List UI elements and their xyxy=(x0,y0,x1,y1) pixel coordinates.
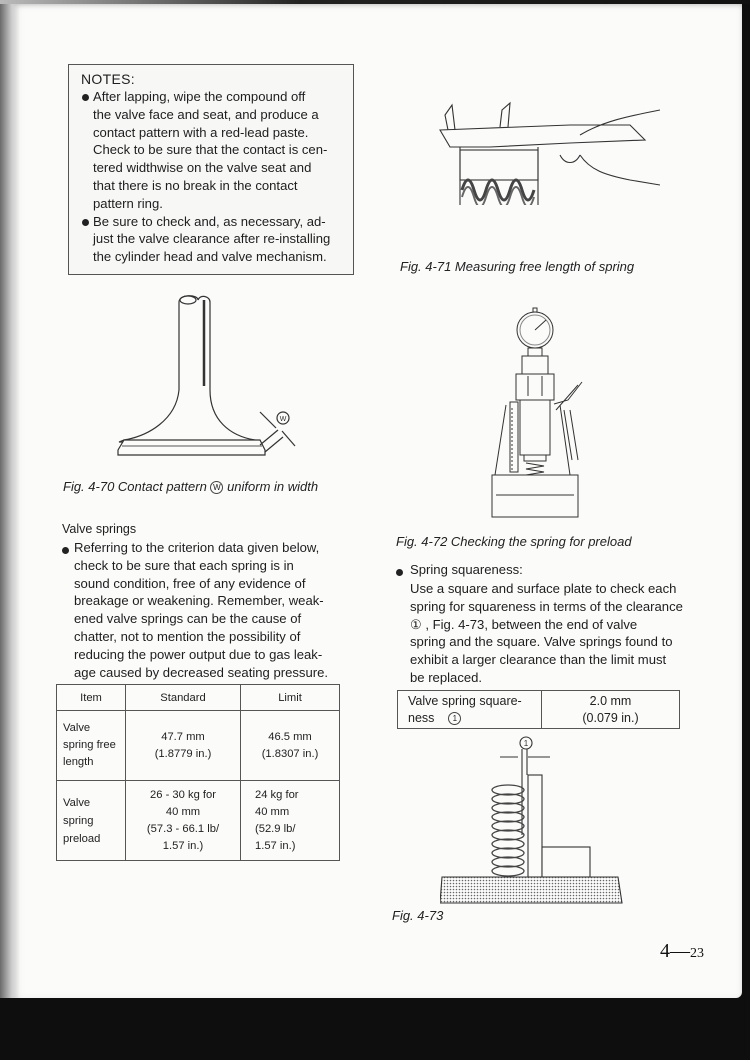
paragraph-line: chatter, not to mention the possibility of xyxy=(74,628,301,644)
note-item-2 xyxy=(81,213,343,266)
w-marker-icon: W xyxy=(210,481,223,494)
table-row xyxy=(57,781,340,861)
valve-contact-pattern-illustration xyxy=(100,290,340,470)
fig-4-72-caption: Fig. 4-72 Checking the spring for preload xyxy=(396,534,632,549)
binding-shadow xyxy=(0,0,20,998)
table-header-row xyxy=(57,685,340,711)
fig-4-71-caption: Fig. 4-71 Measuring free length of spring xyxy=(400,259,635,274)
paragraph-line: age caused by decreased seating pressure. xyxy=(74,664,329,680)
table-row xyxy=(57,711,340,781)
cell-line: spring free xyxy=(63,739,116,751)
paragraph-line: ened valve springs can be the cause of xyxy=(74,611,302,627)
cell-line: (1.8779 in.) xyxy=(154,747,212,760)
page-dash: — xyxy=(670,940,690,962)
page-number xyxy=(660,940,704,963)
cell-line: (57.3 - 66.1 lb/ xyxy=(146,822,220,835)
cell-line: 46.5 mm xyxy=(268,730,312,743)
note-line: that there is no break in the contact xyxy=(93,177,298,193)
note-line: contact pattern with a red-lead paste. xyxy=(93,124,309,140)
cell-line: 40 mm xyxy=(165,805,201,818)
caption-text: uniform in width xyxy=(227,479,319,494)
header-standard: Standard xyxy=(126,685,241,711)
note-line: just the valve clearance after re-installing xyxy=(93,231,331,247)
cell-limit xyxy=(241,711,340,781)
note-line: Check to be sure that the contact is cen- xyxy=(93,142,328,158)
note-line: pattern ring. xyxy=(93,195,163,211)
paragraph-line: reducing the power output due to gas leak- xyxy=(74,646,323,662)
header-item: Item xyxy=(57,685,126,711)
paragraph-line: check to be sure that each spring is in xyxy=(74,557,294,573)
bullet-icon xyxy=(82,219,89,226)
cell-standard xyxy=(126,781,241,861)
cell-line: 1.57 in.) xyxy=(162,839,204,852)
cell-line: (52.9 lb/ xyxy=(255,822,296,835)
spring-squareness-illustration xyxy=(440,735,640,905)
cell-line: (1.8307 in.) xyxy=(261,747,319,760)
note-item-1 xyxy=(81,88,343,213)
cell-line: (0.079 in.) xyxy=(582,710,639,725)
marker-1-icon: 1 xyxy=(448,712,461,725)
cell-limit xyxy=(542,691,680,729)
cell-line: 40 mm xyxy=(255,805,290,818)
paragraph-line: breakage or weakening. Remember, weak- xyxy=(74,593,324,609)
paragraph-line: sound condition, free of any evidence of xyxy=(74,575,306,591)
cell-item xyxy=(57,711,126,781)
cell-line: preload xyxy=(63,832,101,845)
note-line: Be sure to check and, as necessary, ad- xyxy=(93,213,326,229)
cell-line: Valve xyxy=(63,796,91,809)
cell-line: spring xyxy=(63,814,94,827)
scan-edge xyxy=(0,0,750,4)
paragraph-line: Use a square and surface plate to check each xyxy=(410,581,677,596)
cell-line: Valve spring square- xyxy=(408,693,522,708)
cell-line: 1.57 in.) xyxy=(255,839,296,852)
valve-spring-spec-table xyxy=(56,684,340,861)
page-index: 23 xyxy=(690,946,704,961)
paragraph-line: Referring to the criterion data given below, xyxy=(74,540,320,555)
cell-text: ness xyxy=(408,710,435,725)
fig-4-70-caption xyxy=(63,479,318,494)
bullet-icon xyxy=(396,569,403,576)
bullet-icon xyxy=(62,547,69,554)
spring-preload-tester-illustration xyxy=(490,300,600,520)
paragraph-line: be replaced. xyxy=(410,669,483,685)
squareness-title: Spring squareness: xyxy=(410,562,523,577)
table-row xyxy=(398,691,680,729)
cell-line: Valve xyxy=(63,722,91,734)
cell-limit xyxy=(241,781,340,861)
valve-springs-paragraph xyxy=(74,539,330,681)
cell-line: 2.0 mm xyxy=(589,693,632,708)
note-line: the valve face and seat, and produce a xyxy=(93,106,319,122)
squareness-paragraph xyxy=(410,580,684,687)
cell-line: 24 kg for xyxy=(255,788,299,801)
valve-springs-heading: Valve springs xyxy=(62,522,137,536)
paragraph-line: spring and the square. Valve springs found to xyxy=(410,634,673,650)
paragraph-line: spring for squareness in terms of the clearance xyxy=(410,598,683,614)
note-line: After lapping, wipe the compound off xyxy=(93,89,306,104)
header-limit: Limit xyxy=(241,685,340,711)
bullet-icon xyxy=(82,94,89,101)
note-line: tered widthwise on the valve seat and xyxy=(93,160,312,176)
chapter-number: 4 xyxy=(660,940,670,962)
paragraph-line: exhibit a larger clearance than the limit must xyxy=(410,652,667,668)
notes-title: NOTES: xyxy=(81,71,135,87)
note-line: the cylinder head and valve mechanism. xyxy=(93,249,327,265)
paragraph-line: ① , Fig. 4-73, between the end of valve xyxy=(410,616,638,632)
cell-line xyxy=(408,710,540,727)
cell-line: 26 - 30 kg for xyxy=(150,788,216,801)
cell-line: length xyxy=(63,756,94,768)
caliper-measuring-spring-illustration xyxy=(430,95,660,205)
cell-item xyxy=(398,691,542,729)
notes-box xyxy=(68,64,354,275)
cell-line: 47.7 mm xyxy=(161,730,205,743)
clearance-label: 1 xyxy=(523,739,529,748)
fig-4-73-caption: Fig. 4-73 xyxy=(392,908,444,923)
caption-text: Fig. 4-70 Contact pattern xyxy=(63,479,207,494)
cell-standard xyxy=(126,711,241,781)
squareness-spec-table xyxy=(397,690,680,729)
cell-item xyxy=(57,781,126,861)
w-label: W xyxy=(279,416,287,423)
